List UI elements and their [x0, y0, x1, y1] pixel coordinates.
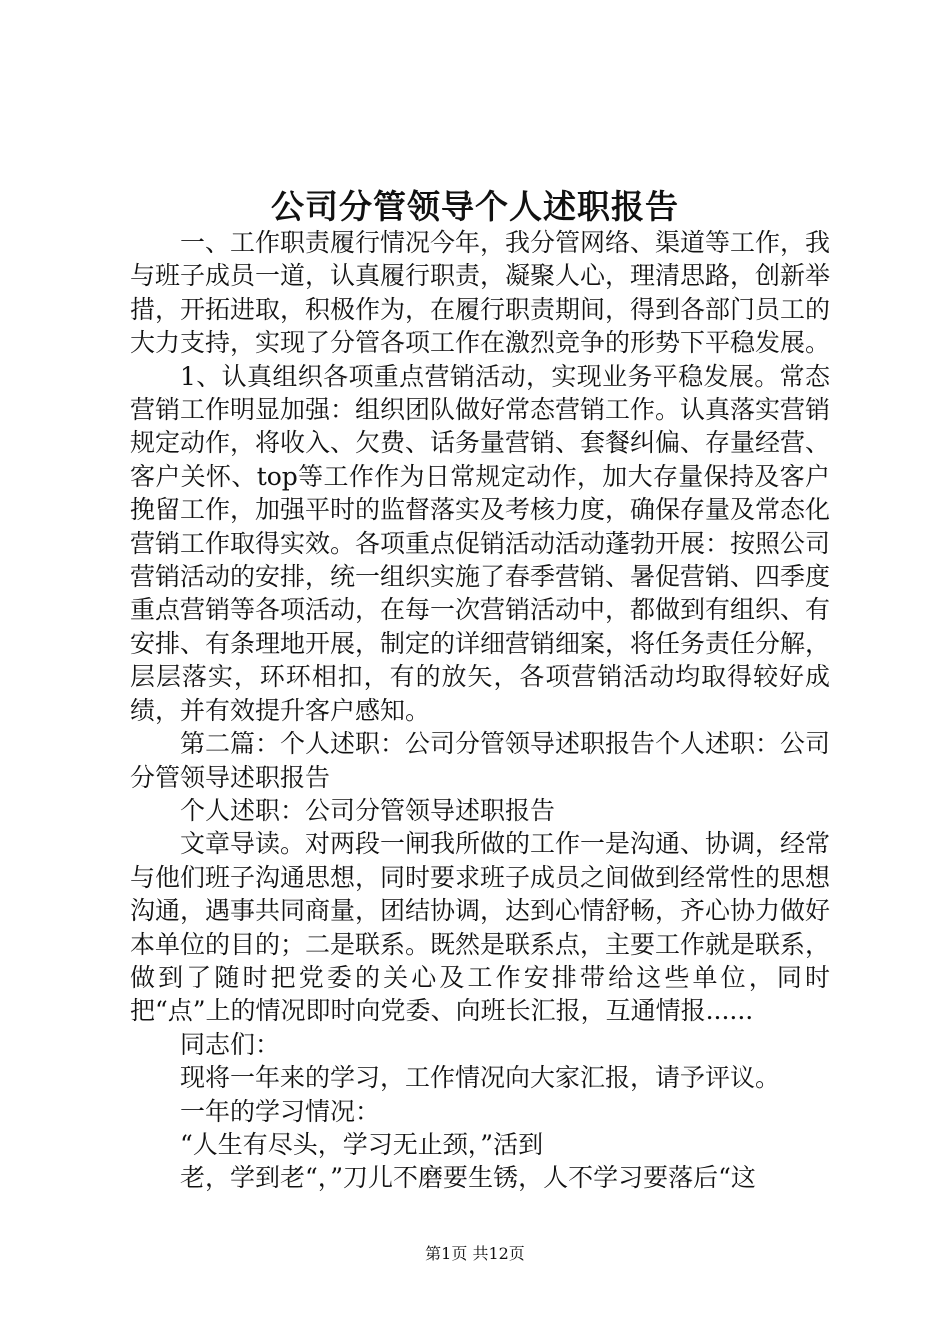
paragraph-salutation: 同志们： [180, 1029, 281, 1059]
document-body [130, 226, 830, 1195]
paragraph-second-article-heading: 第二篇：个人述职：公司分管领导述职报告个人述职：公司分管领导述职报告 [130, 729, 831, 792]
page-footer: 第1页 共12页 [425, 1244, 525, 1263]
paragraph-marketing-activities: 1、认真组织各项重点营销活动，实现业务平稳发展。常态营销工作明显加强：组织团队做好常态营销工作。认真落实营销规定动作，将收入、欠费、话务量营销、套餐纠偏、存量经营、客户关怀、top等工作作为日常规定动作，加大存量保持及客户挽留工作，加强平时的监督落实及考核力度，确保存量及常态化营销工作取得实效。各项重点促销活动活动蓬勃开展：按照公司营销活动的安排，统一组织实施了春季营销、暑促营销、四季度重点营销等各项活动，在每一次营销活动中，都做到有组织、有安排、有条理地开展，制定的详细营销细案，将任务责任分解，层层落实，环环相扣，有的放矢，各项营销活动均取得较好成绩，并有效提升客户感知。 [130, 361, 831, 725]
paragraph-quote-line-1: “人生有尽头，学习无止颈，”活到 [180, 1129, 544, 1159]
paragraph-report-intro: 现将一年来的学习，工作情况向大家汇报，请予评议。 [180, 1063, 781, 1093]
document-title: 公司分管领导个人述职报告 [271, 187, 679, 226]
paragraph-quote-line-2: 老，学到老“，”刀儿不磨要生锈，人不学习要落后“这 [180, 1163, 756, 1193]
paragraph-study-heading: 一年的学习情况： [180, 1096, 381, 1126]
paragraph-second-article-title: 个人述职：公司分管领导述职报告 [180, 795, 556, 825]
paragraph-duty-overview: 一、工作职责履行情况今年，我分管网络、渠道等工作，我与班子成员一道，认真履行职责，凝聚人心，理清思路，创新举措，开拓进取，积极作为，在履行职责期间，得到各部门员工的大力支持，实现了分管各项工作在激烈竞争的形势下平稳发展。 [130, 228, 831, 358]
paragraph-article-intro: 文章导读。对两段一闸我所做的工作一是沟通、协调，经常与他们班子沟通思想，同时要求班子成员之间做到经常性的思想沟通，遇事共同商量，团结协调，达到心情舒畅，齐心协力做好本单位的目的；二是联系。既然是联系点，主要工作就是联系，做到了随时把党委的关心及工作安排带给这些单位，同时把“点”上的情况即时向党委、向班长汇报，互通情报...... [130, 829, 831, 1026]
